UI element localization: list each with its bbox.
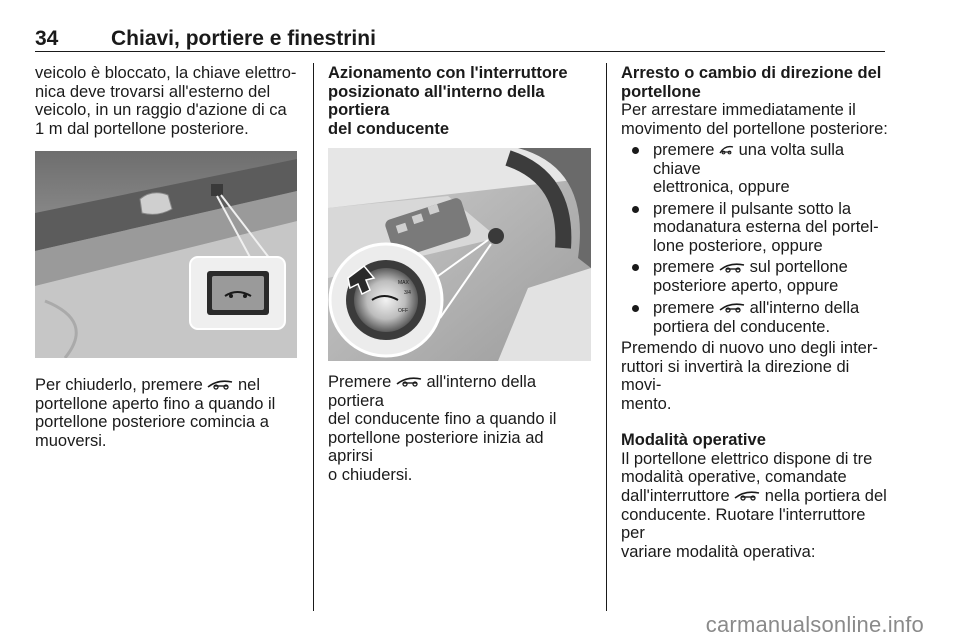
knob-label-off: OFF	[398, 308, 408, 314]
tailgate-icon	[207, 376, 233, 395]
column-2	[328, 64, 593, 484]
tailgate-icon	[734, 487, 760, 506]
list-item: premere sul portellone posteriore aperto, oppure	[621, 258, 891, 295]
list-item: premere il pulsante sotto la modanatura esterna del portel- lone posteriore, oppure	[621, 200, 891, 256]
page-header	[35, 27, 885, 49]
chapter-title: Chiavi, portiere e finestrini	[111, 27, 376, 50]
section-heading-driver-door-switch: Azionamento con l'interruttore posizionato all'interno della portiera del conducente	[328, 64, 568, 138]
knob-label-max: MAX	[398, 280, 409, 286]
tailgate-switch-illustration	[35, 151, 297, 358]
paragraph-continuation: veicolo è bloccato, la chiave elettro- nica deve trovarsi all'esterno del veicolo, in un raggio d'azione di ca 1 m dal portellone posteriore.	[35, 64, 297, 138]
section-heading-stop-reverse: Arresto o cambio di direzione del portellone	[621, 64, 882, 101]
list-item: premere all'interno della portiera del conducente.	[621, 299, 891, 336]
column-3	[621, 64, 891, 561]
reverse-direction-note: Premendo di nuovo uno degli inter- ruttori si invertirà la direzione di movi- mento.	[621, 339, 878, 413]
section-heading-operating-modes: Modalità operative	[621, 431, 766, 450]
tailgate-icon	[719, 259, 745, 278]
stop-intro: Per arrestare immediatamente il movimento del portellone posteriore:	[621, 101, 888, 138]
list-item: premere una volta sulla chiave elettronica, oppure	[621, 141, 891, 197]
driver-door-instruction: Premere all'interno della portiera del conducente fino a quando il portellone posteriore inizia ad aprirsi o chiudersi.	[328, 373, 557, 484]
tailgate-icon	[719, 299, 745, 318]
driver-door-switch-illustration	[328, 148, 591, 361]
knob-label-3-4: 3/4	[404, 290, 411, 296]
operating-modes-text: Il portellone elettrico dispone di tre modalità operative, comandate dall'interruttore nella portiera del conducente. Ruotare l'interruttore per variare modalità operativa:	[621, 449, 887, 561]
column-divider-2	[606, 63, 607, 611]
closing-instruction: Per chiuderlo, premere nel portellone aperto fino a quando il portellone posteriore comincia a muoversi.	[35, 376, 276, 450]
header-rule	[35, 51, 885, 52]
watermark: carmanualsonline.info	[705, 612, 924, 637]
key-tailgate-icon	[719, 141, 734, 160]
column-divider-1	[313, 63, 314, 611]
tailgate-icon	[396, 373, 422, 392]
page-number: 34	[35, 27, 59, 50]
column-1	[35, 64, 303, 450]
stop-options-list	[621, 141, 891, 336]
